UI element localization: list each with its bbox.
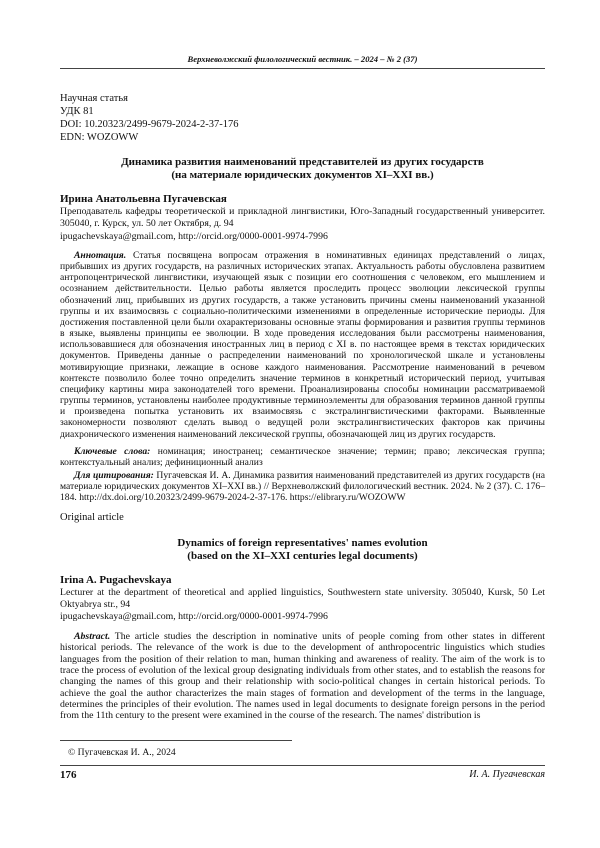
ru-abstract-text: Статья посвящена вопросам отражения в номинативных единицах представлений о лицах, прибывших из других государств, на различных исторических этапах. Актуальность работы обусловлена развитием антропоцентрической лингвистики, изучающей язык с позиции его соотношения с человеком, его мышлением и осознанием действительности. Целью работы является проследить процесс эволюции лексической группы обозначений лиц, прибывших из других государств, а также установить причины смены наименований указанной группы и их взаимосвязь с социально-политическими изменениями в определенные исторические периоды. Для достижения поставленной цели были охарактеризованы основные этапы формирования и развития группы терминов в языке, выявлены принципы ее эволюции. В ходе проведения исследования были рассмотрены наименования, использовавшиеся для обозначения иностранных лиц в период с XI в. по настоящее время в текстах юридических документов. Приведены данные о распределении наименований по хронологической шкале и установлены мотивирующие признаки, лежащие в основе каждого наименования. Рассмотрение наименований в речевом контексте позволило более точно определить значение терминов в конкретный исторический период, учитывая специфику картины мира законодателей того времени. Проанализированы способы номинации рассматриваемой группы терминов, установлены наиболее продуктивные терминоэлементы для образования терминов данной группы и произведена попытка установить их взаимосвязь с экстралингвистическими факторами. Выявленные закономерности позволяют сделать вывод о ведущей роли экстралингвистических факторов как причины диахронического изменения наименований лексической группы, обозначающей лиц из других государств. — [60, 250, 545, 440]
footnote-divider — [60, 740, 292, 741]
ru-keywords — [60, 446, 545, 468]
copyright-footnote: © Пугачевская И. А., 2024 — [68, 747, 176, 758]
edn: EDN: WOZOWW — [60, 132, 139, 143]
en-abstract — [60, 631, 545, 722]
ru-citation-label: Для цитирования: — [74, 470, 154, 481]
article-meta — [60, 92, 238, 144]
en-email-orcid: ipugachevskaya@gmail.com, http://orcid.org/0000-0001-9974-7996 — [60, 611, 328, 622]
ru-citation-text: Пугачевская И. А. Динамика развития наименований представителей из других государств (на материале юридических документов XI–XXI вв.) // Верхневолжский филологический вестник. 2024. № 2 (37). С. 176–184. http://dx.doi.org/10.20323/2499-9679-2024-2-37-176. https://elibrary.ru/WOZOWW — [60, 470, 546, 504]
page-number: 176 — [60, 769, 77, 781]
en-abstract-label: Abstract. — [74, 631, 111, 642]
article-type: Научная статья — [60, 93, 128, 104]
en-abstract-text: The article studies the description in nominative units of people coming from other states in different historical periods. The relevance of the work is due to the development of anthropocentric linguistics which studies languages from the position of their relation to man, human thinking and awareness of reality. The aim of the work is to trace the process of evolution of the lexical group designating individuals from other states, and to establish the reasons for changing the names of this group and their relationship with socio-political changes in certain historical periods. To achieve the goal the author characterizes the main stages of formation and development of the terms in the language, determines the principles of their evolution. The names used in legal documents to designate foreign persons in the period from the 11th century to the present were examined in the course of the research. The names' distribution is — [60, 631, 545, 722]
udk-code: УДК 81 — [60, 106, 94, 117]
en-title — [60, 537, 545, 563]
ru-keywords-label: Ключевые слова: — [74, 446, 151, 457]
ru-author: Ирина Анатольевна Пугачевская — [60, 193, 227, 205]
ru-title-line2: (на материале юридических документов XI–XXI вв.) — [171, 169, 434, 181]
ru-title — [60, 156, 545, 182]
doi: DOI: 10.20323/2499-9679-2024-2-37-176 — [60, 119, 239, 130]
en-title-line1: Dynamics of foreign representatives' names evolution — [177, 537, 428, 549]
en-affiliation: Lecturer at the department of theoretical and applied linguistics, Southwestern state university. 305040, Kursk, 50 Let Oktyabrya str., 94 — [60, 587, 545, 610]
ru-title-line1: Динамика развития наименований представителей из других государств — [121, 156, 484, 168]
ru-email-orcid: ipugachevskaya@gmail.com, http://orcid.org/0000-0001-9974-7996 — [60, 231, 328, 242]
ru-citation — [60, 470, 545, 503]
en-title-line2: (based on the XI–XXI centuries legal documents) — [187, 550, 418, 562]
ru-abstract — [60, 250, 545, 440]
footer-divider — [60, 765, 545, 766]
ru-abstract-label: Аннотация. — [74, 250, 127, 261]
header-divider — [60, 68, 545, 69]
running-author: И. А. Пугачевская — [469, 769, 545, 780]
ru-affiliation: Преподаватель кафедры теоретической и прикладной лингвистики, Юго-Западный государственный университет. 305040, г. Курск, ул. 50 лет Октября, д. 94 — [60, 206, 545, 229]
en-article-type: Original article — [60, 512, 124, 523]
en-author: Irina A. Pugachevskaya — [60, 574, 172, 586]
journal-header: Верхневолжский филологический вестник. – 2024 – № 2 (37) — [187, 54, 418, 64]
ru-keywords-text: номинация; иностранец; семантическое значение; термин; право; лексическая группа; контекстуальный анализ; дефиниционный анализ — [60, 446, 545, 469]
